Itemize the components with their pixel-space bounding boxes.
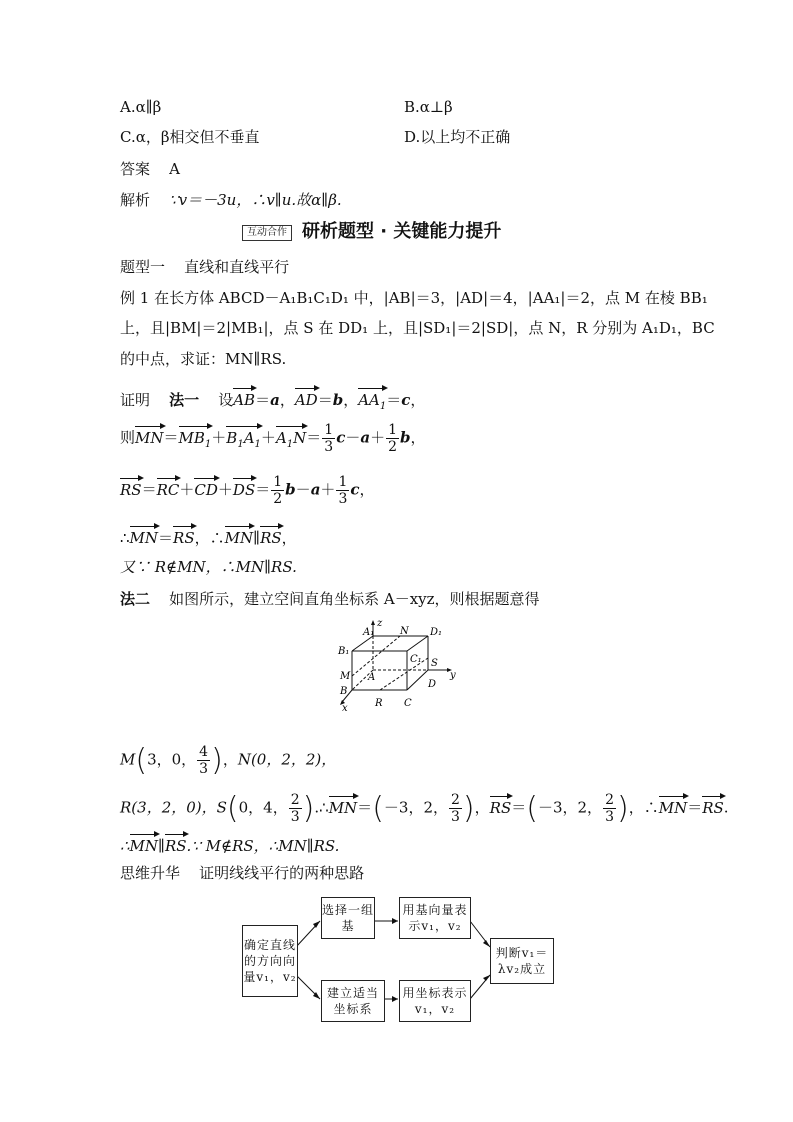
thinking-row (120, 863, 364, 883)
flow-basis-vector-box: 用基向量表示v₁，v₂ (399, 897, 471, 939)
label-B: B (340, 686, 348, 697)
final-text: ∴MN∥RS. (268, 837, 340, 855)
label-C1: C₁ (410, 654, 422, 665)
option-c: C.α，β相交但不垂直 (120, 128, 260, 146)
label-D1: D₁ (430, 627, 443, 638)
mn-equals-rs: ∴MN＝RS，∴MN∥RS， (120, 524, 297, 548)
type1-label: 题型一 (120, 258, 166, 276)
thinking-label: 思维升华 (120, 864, 181, 882)
flow-choose-basis-box: 选择一组基 (321, 897, 375, 939)
label-D: D (428, 679, 437, 690)
method2-label: 法二 (120, 590, 151, 608)
answer-value: A (169, 160, 180, 178)
example-line-2: 上，且|BM|＝2|MB₁|，点 S 在 DD₁ 上，且|SD₁|＝2|SD|，点 N，R 分别为 A₁D₁，BC (120, 319, 715, 337)
rs-expression: RS＝RC＋CD＋DS＝ $\frac{1}{2}$ b－a＋ $\frac{1}{3}$ c， (120, 474, 375, 507)
method2-text: 如图所示，建立空间直角坐标系 A－xyz，则根据题意得 (169, 590, 540, 608)
flow-end-box: 判断v₁＝λv₂成立 (490, 938, 554, 984)
type1-title: 直线和直线平行 (184, 258, 290, 276)
answer-label: 答案 (120, 160, 151, 178)
label-N: N (400, 626, 409, 637)
thinking-text: 证明线线平行的两种思路 (199, 864, 365, 882)
label-B1: B₁ (338, 646, 350, 657)
section-title: 研析题型 · 关键能力提升 (302, 221, 502, 242)
flow-coordinate-system-box: 建立适当坐标系 (321, 980, 385, 1022)
cuboid-figure (330, 618, 470, 713)
then-text: 则 (120, 428, 136, 447)
label-S: S (431, 658, 438, 669)
example-line-3: 的中点，求证：MN∥RS. (120, 350, 287, 368)
option-b: B.α⊥β (404, 98, 453, 116)
mn-expression: 则$MN=MB_1+B_1A_1+A_1N=$ $\frac{1}{3}$ c－a＋ $\frac{1}{2}$ b， (120, 422, 426, 455)
label-A1: A₁ (363, 627, 375, 638)
r-coord: R(3，2，0)， (120, 798, 217, 817)
set-text: 设 (218, 391, 234, 409)
method1-label: 法一 (169, 391, 200, 409)
example-line-1: 例 1 在长方体 ABCD－A₁B₁C₁D₁ 中，|AB|＝3，|AD|＝4，|AA₁|＝2，点 M 在棱 BB₁ (120, 289, 708, 307)
coords-line-1: M(3，0， $\frac{4}{3}$ )，N(0，2，2)， (120, 742, 337, 778)
flow-coordinate-vector-box: 用坐标表示v₁，v₂ (399, 980, 471, 1022)
type1-heading (120, 257, 289, 277)
final-line: ∴MN∥RS.∵ M∉RS，∴MN∥RS. (120, 832, 339, 856)
n-coord: N(0，2，2)， (237, 750, 337, 769)
label-z: z (377, 618, 383, 629)
analysis-label: 解析 (120, 191, 151, 209)
proof-label: 证明 (120, 391, 151, 409)
label-y: y (450, 670, 456, 681)
label-x: x (342, 703, 348, 713)
label-A: A (368, 672, 376, 683)
method2-line (120, 589, 540, 609)
flow-start-box: 确定直线的方向向量v₁，v₂ (242, 925, 298, 997)
analysis-row (120, 190, 342, 210)
section-header (242, 222, 501, 242)
label-M: M (340, 671, 351, 682)
section-badge: 互动合作 (242, 225, 292, 241)
label-C: C (404, 698, 412, 709)
option-a: A.α∥β (120, 98, 162, 116)
coords-line-2: R(3，2，0)，S(0，4， $\frac{2}{3}$ ).∴MN＝(－3，2， $\frac{2}{3}$ )，RS＝(－3，2， $\frac{2}{3}$ )，∴MN＝RS. (120, 790, 729, 826)
proof-setup: 证明 法一 设AB＝a，AD＝b，$AA_1=c$， (120, 386, 425, 417)
option-d: D.以上均不正确 (404, 128, 511, 146)
label-R: R (375, 698, 383, 709)
analysis-text: ∵v＝－3u，∴v∥u.故α∥β. (169, 191, 342, 209)
answer-row (120, 159, 180, 179)
also-line: 又∵ R∉MN，∴MN∥RS. (120, 558, 297, 576)
